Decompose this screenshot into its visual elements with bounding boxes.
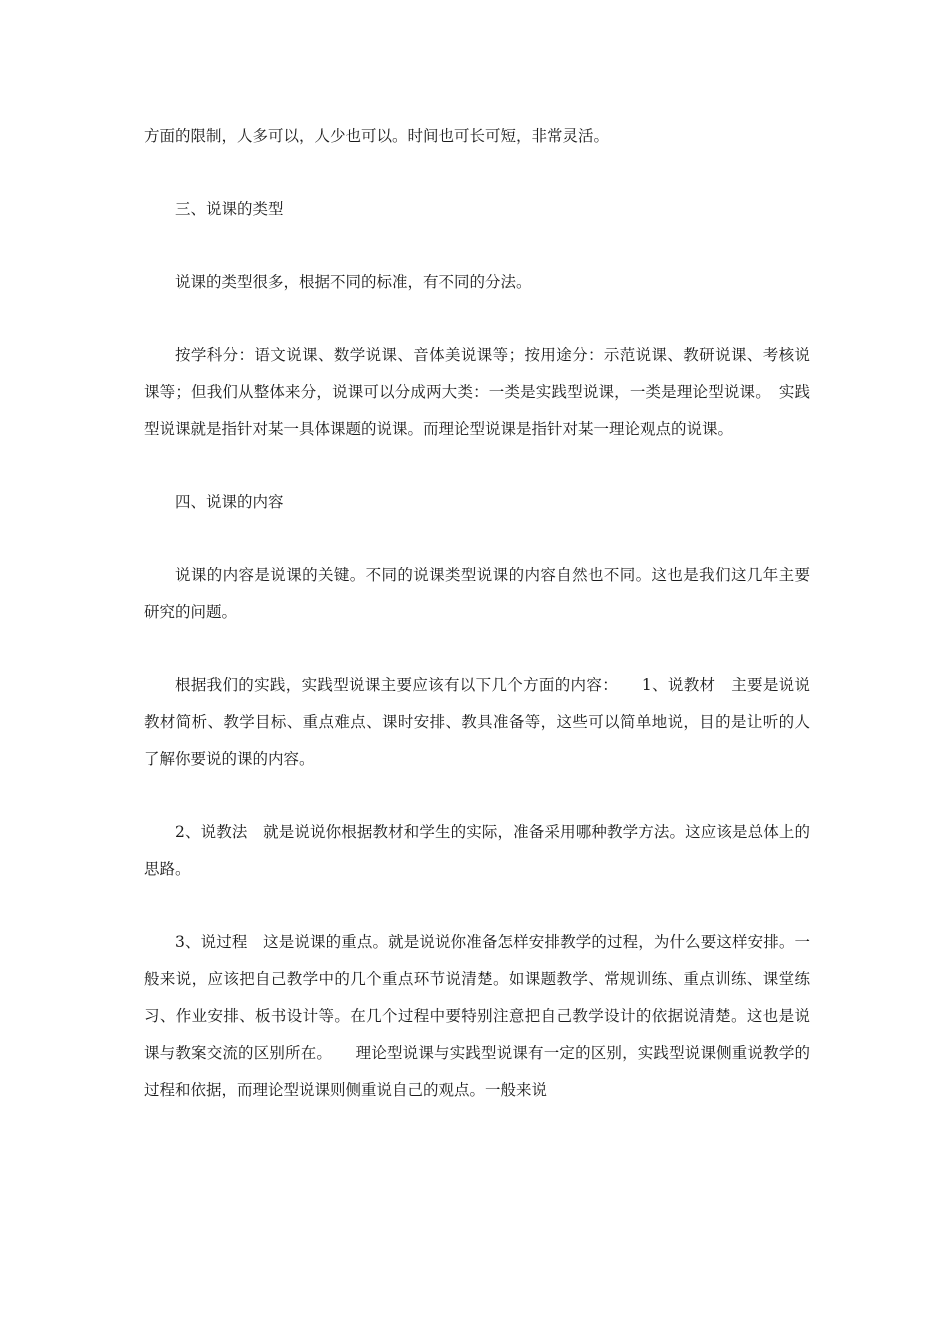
document-page <box>144 118 810 1109</box>
paragraph-gap <box>144 631 810 667</box>
paragraph-gap <box>144 448 810 484</box>
paragraph-teaching-method: 2、说教法 就是说说你根据教材和学生的实际，准备采用哪种教学方法。这应该是总体上的思路。 <box>144 823 810 878</box>
paragraph-gap <box>144 521 810 557</box>
paragraph-gap <box>144 228 810 264</box>
paragraph-teaching-process: 3、说过程 这是说课的重点。就是说说你准备怎样安排教学的过程，为什么要这样安排。一般来说，应该把自己教学中的几个重点环节说清楚。如课题教学、常规训练、重点训练、课堂练习、作业安排、板书设计等。在几个过程中要特别注意把自己教学设计的依据说清楚。这也是说课与教案交流的区别所在。 理论型说课与实践型说课有一定的区别，实践型说课侧重说教学的过程和依据，而理论型说课则侧重说自己的观点。一般来说 <box>144 933 810 1099</box>
paragraph-gap <box>144 888 810 924</box>
paragraph-types-intro: 说课的类型很多，根据不同的标准，有不同的分法。 <box>175 273 532 291</box>
paragraph-gap <box>144 155 810 191</box>
section-heading-content: 四、说课的内容 <box>175 493 284 511</box>
paragraph-continuation: 方面的限制，人多可以，人少也可以。时间也可长可短，非常灵活。 <box>144 127 610 145</box>
paragraph-content-intro: 说课的内容是说课的关键。不同的说课类型说课的内容自然也不同。这也是我们这几年主要研究的问题。 <box>144 566 810 621</box>
paragraph-gap <box>144 778 810 814</box>
paragraph-teaching-material: 根据我们的实践，实践型说课主要应该有以下几个方面的内容： 1、说教材 主要是说说教材简析、教学目标、重点难点、课时安排、教具准备等，这些可以简单地说，目的是让听的人了解你要说的课的内容。 <box>144 676 810 768</box>
paragraph-gap <box>144 301 810 337</box>
paragraph-types-classification: 按学科分：语文说课、数学说课、音体美说课等；按用途分：示范说课、教研说课、考核说课等；但我们从整体来分，说课可以分成两大类：一类是实践型说课，一类是理论型说课。 实践型说课就是指针对某一具体课题的说课。而理论型说课是指针对某一理论观点的说课。 <box>144 346 810 438</box>
section-heading-types: 三、说课的类型 <box>175 200 284 218</box>
